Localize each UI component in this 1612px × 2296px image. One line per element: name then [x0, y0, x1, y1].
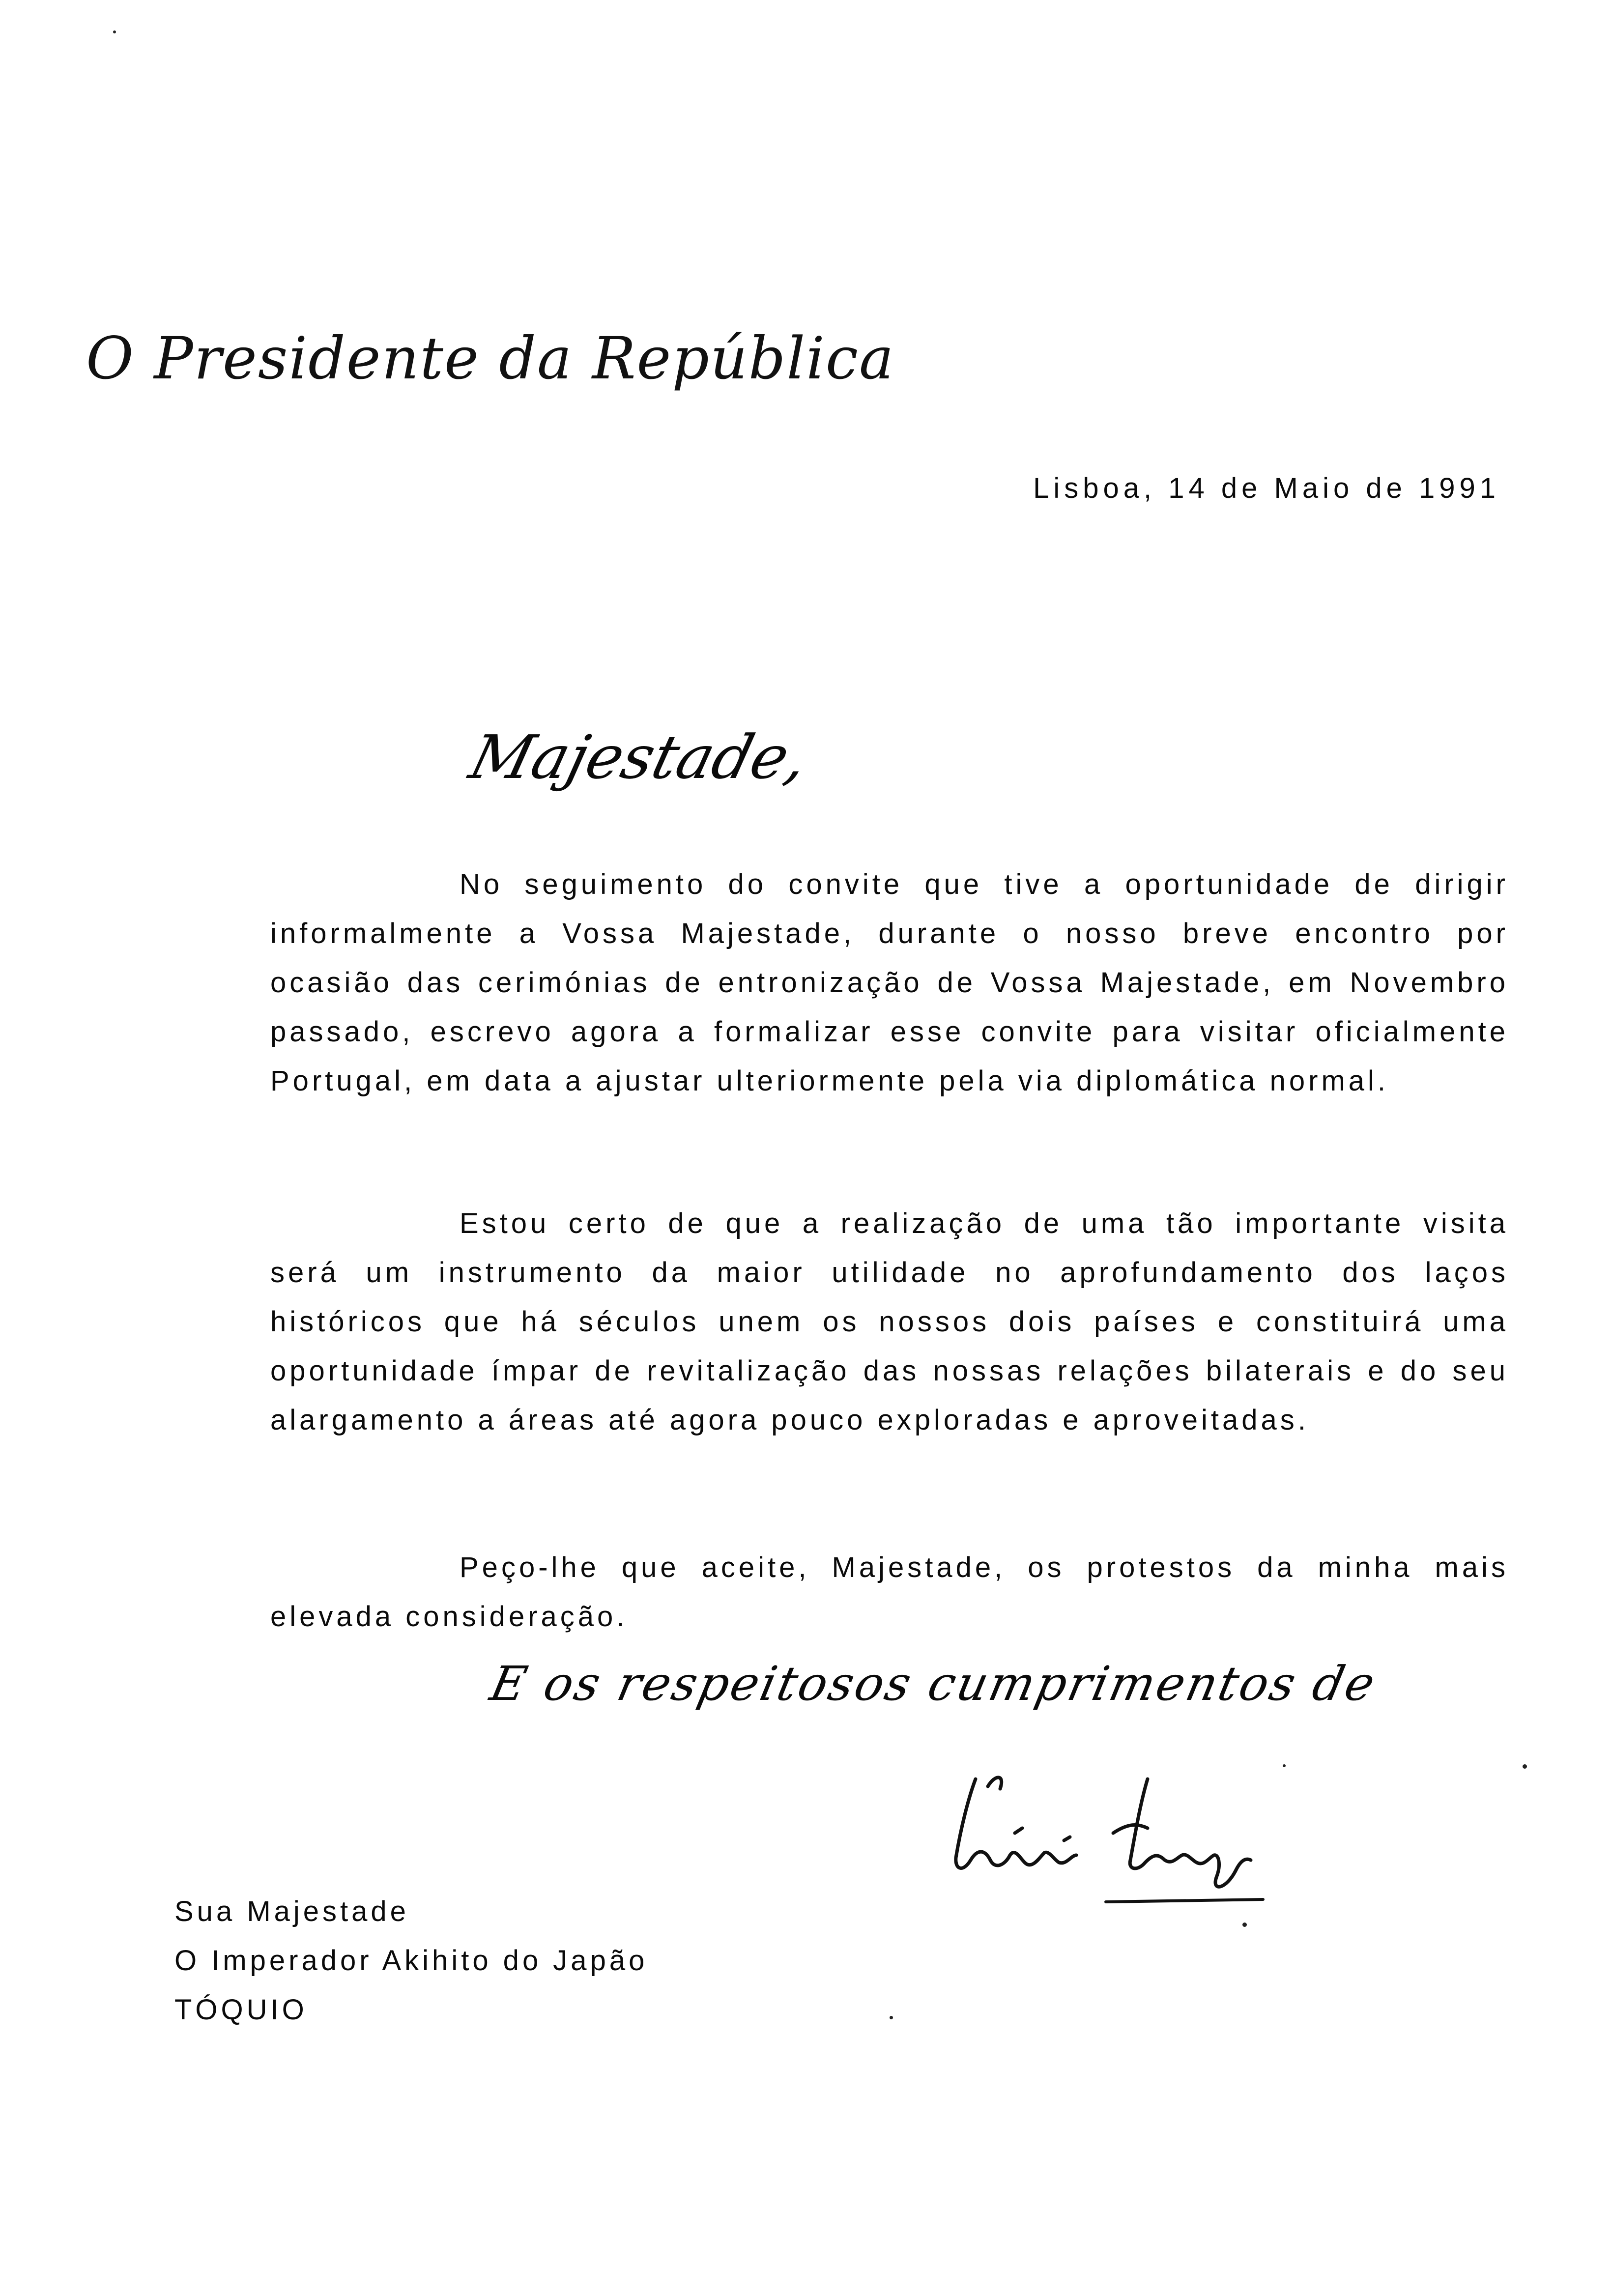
- letterhead: O Presidente da República: [86, 324, 895, 392]
- handwritten-signature: [941, 1759, 1290, 1912]
- paragraph-2-text: Estou certo de que a realização de uma tão importante visita será um instrumento da maior utilidade no aprofundamento dos laços históricos que há séculos unem os nossos dois países e constituirá uma oportunidade ímpar de revitalização das nossas relações bilaterais e do seu alargamento a áreas até agora pouco exploradas e aproveitadas.: [270, 1207, 1509, 1436]
- paragraph-2: [270, 1199, 1509, 1445]
- paragraph-3-text: Peço-lhe que aceite, Majestade, os protestos da minha mais elevada consideração.: [270, 1551, 1509, 1633]
- paper-speck: [113, 30, 116, 33]
- letter-date: Lisboa, 14 de Maio de 1991: [1033, 472, 1500, 504]
- paper-speck: [1283, 1764, 1286, 1767]
- paper-speck: [1523, 1764, 1527, 1769]
- paper-speck: [890, 2016, 893, 2019]
- paragraph-1-text: No seguimento do convite que tive a oportunidade de dirigir informalmente a Vossa Majestade, durante o nosso breve encontro por ocasião das cerimónias de entronização de Vossa Majestade, em Novembro passado, escrevo agora a formalizar esse convite para visitar oficialmente Portugal, em data a ajustar ulteriormente pela via diplomática normal.: [270, 868, 1509, 1097]
- paragraph-1: [270, 860, 1509, 1106]
- addressee-block: [174, 1887, 648, 2035]
- addressee-line-2: O Imperador Akihito do Japão: [174, 1945, 648, 1977]
- paper-speck: [1242, 1923, 1247, 1927]
- addressee-line-1: Sua Majestade: [174, 1895, 409, 1927]
- paragraph-3: [270, 1543, 1509, 1641]
- handwritten-closing: E os respeitosos cumprimentos de: [486, 1656, 1382, 1711]
- addressee-line-3: TÓQUIO: [174, 1994, 308, 2026]
- salutation: Majestade,: [463, 722, 815, 792]
